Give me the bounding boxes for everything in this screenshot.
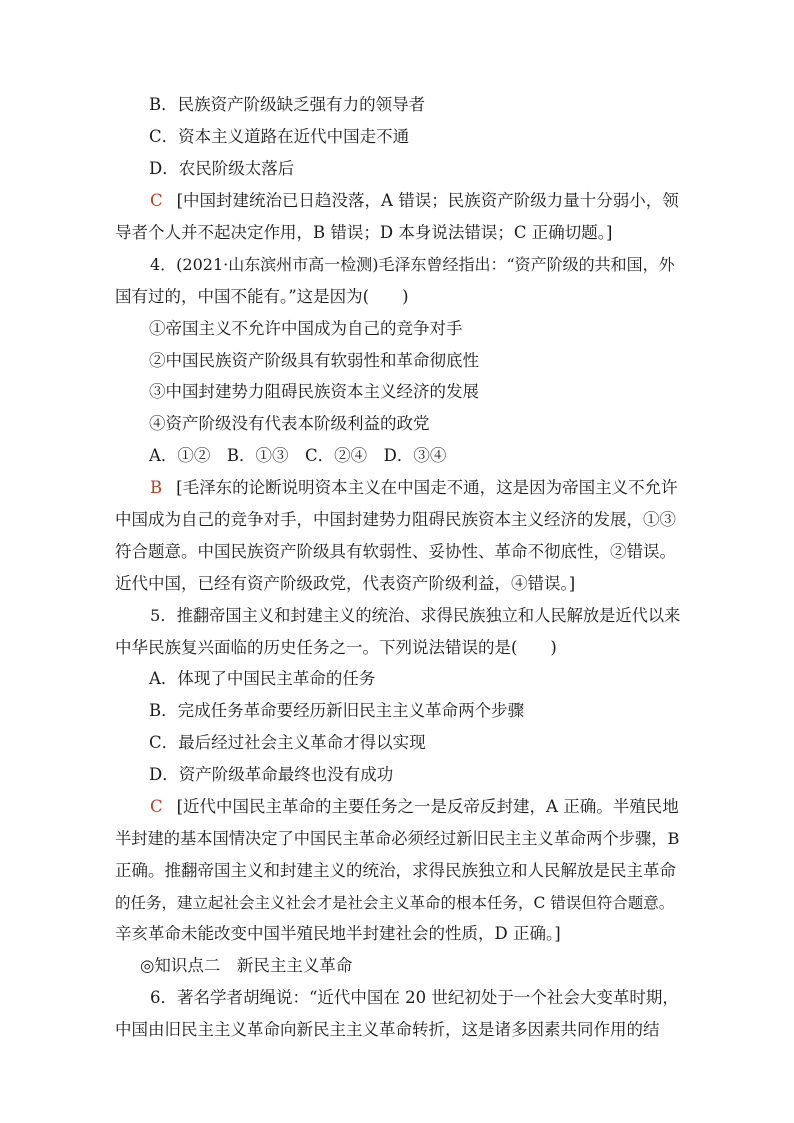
q4-item-3: ③中国封建势力阻碍民族资本主义经济的发展 xyxy=(149,382,479,401)
q4-explanation-2: 中国成为自己的竞争对手，中国封建势力阻碍民族资本主义经济的发展，①③ xyxy=(115,510,676,529)
q3-explanation-2: 导者个人并不起决定作用，B 错误；D 本身说法错误；C 正确切题。] xyxy=(115,223,613,242)
q4-explanation-1: [毛泽东的论断说明资本主义在中国走不通，这是因为帝国主义不允许 xyxy=(176,478,678,497)
q4-item-4: ④资产阶级没有代表本阶级利益的政党 xyxy=(149,414,430,433)
q5-option-b: B．完成任务革命要经历新旧民主主义革命两个步骤 xyxy=(149,701,525,720)
q5-option-a: A．体现了中国民主革命的任务 xyxy=(149,669,376,688)
section-heading: ◎知识点二 新民主主义革命 xyxy=(140,956,353,975)
q3-answer-letter: C xyxy=(150,191,163,210)
q3-answer-line-1 xyxy=(150,189,679,213)
q5-explanation-2: 半封建的基本国情决定了中国民主革命必须经过新旧民主主义革命两个步骤，B xyxy=(115,829,680,848)
q4-answer-line-1 xyxy=(150,476,678,500)
q4-stem-2: 国有过的，中国不能有。”这是因为( ) xyxy=(115,287,409,306)
q5-explanation-4: 的任务，建立起社会主义社会才是社会主义革命的根本任务，C 错误但符合题意。 xyxy=(115,894,675,912)
q3-explanation-1: [中国封建统治已日趋没落，A 错误；民族资产阶级力量十分弱小，领 xyxy=(176,191,679,210)
q6-stem-2: 中国由旧民主主义革命向新民主主义革命转折，这是诸多因素共同作用的结 xyxy=(115,1020,660,1039)
q5-stem-2: 中华民族复兴面临的历史任务之一。下列说法错误的是( ) xyxy=(115,638,557,657)
q3-option-d: D．农民阶级太落后 xyxy=(149,159,295,178)
q4-stem-1: 4．(2021·山东滨州市高一检测)毛泽东曾经指出：“资产阶级的共和国，外 xyxy=(150,255,675,274)
q5-option-c: C．最后经过社会主义革命才得以实现 xyxy=(149,733,426,752)
q5-answer-letter: C xyxy=(150,797,163,816)
q5-explanation-5: 辛亥革命未能改变中国半殖民地半封建社会的性质，D 正确。] xyxy=(115,924,561,943)
q4-explanation-3: 符合题意。中国民族资产阶级具有软弱性、妥协性、革命不彻底性，②错误。 xyxy=(115,542,676,561)
q5-option-d: D．资产阶级革命最终也没有成功 xyxy=(149,765,394,784)
q5-stem-1: 5．推翻帝国主义和封建主义的统治、求得民族独立和人民解放是近代以来 xyxy=(150,606,681,625)
q5-answer-line-1 xyxy=(150,795,679,819)
q4-answer-letter: B xyxy=(150,478,163,497)
q6-stem-1: 6．著名学者胡绳说：“近代中国在 20 世纪初处于一个社会大变革时期， xyxy=(150,988,679,1007)
q4-options: A．①② B．①③ C．②④ D．③④ xyxy=(149,446,447,465)
q4-item-2: ②中国民族资产阶级具有软弱性和革命彻底性 xyxy=(149,351,479,370)
q3-option-c: C．资本主义道路在近代中国走不通 xyxy=(149,127,410,146)
q5-explanation-3: 正确。推翻帝国主义和封建主义的统治，求得民族独立和人民解放是民主革命 xyxy=(115,861,676,880)
q4-explanation-4: 近代中国，已经有资产阶级政党，代表资产阶级利益，④错误。] xyxy=(115,574,576,593)
q4-item-1: ①帝国主义不允许中国成为自己的竞争对手 xyxy=(149,319,463,338)
q3-option-b: B．民族资产阶级缺乏强有力的领导者 xyxy=(149,95,426,114)
q5-explanation-1: [近代中国民主革命的主要任务之一是反帝反封建，A 正确。半殖民地 xyxy=(176,797,679,816)
